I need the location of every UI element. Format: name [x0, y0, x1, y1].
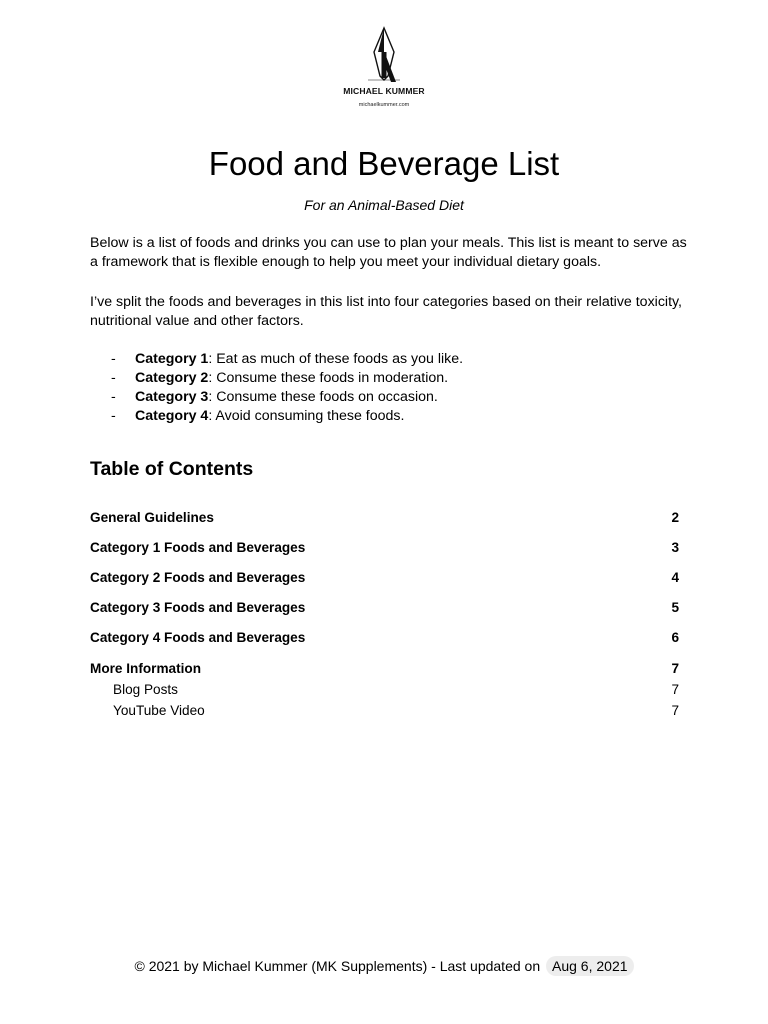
page-subtitle: For an Animal-Based Diet	[304, 197, 464, 213]
logo-url: michaelkummer.com	[358, 102, 410, 108]
category-description: : Consume these foods on occasion.	[208, 389, 438, 405]
toc-entry-page: 7	[671, 682, 679, 697]
list-item	[90, 388, 690, 407]
toc-link-category-2[interactable]	[90, 568, 679, 588]
toc-entry-label: Category 1 Foods and Beverages	[90, 540, 306, 555]
category-description: : Avoid consuming these foods.	[208, 408, 405, 424]
logo-name: MICHAEL KUMMER	[343, 86, 425, 96]
toc-link-more-information[interactable]	[90, 659, 679, 679]
page-footer	[0, 956, 768, 976]
toc-entry-label: Category 2 Foods and Beverages	[90, 570, 306, 585]
intro-paragraph-2: I’ve split the foods and beverages in this list into four categories based on their relative toxicity, nutritional value and other factors.	[90, 294, 682, 329]
list-item	[90, 369, 690, 388]
category-description: : Consume these foods in moderation.	[208, 370, 449, 386]
toc-entry-label: Blog Posts	[113, 682, 178, 697]
toc-link-category-4[interactable]	[90, 628, 679, 648]
toc-entry-page: 7	[671, 661, 679, 676]
toc-link-general-guidelines[interactable]	[90, 508, 679, 528]
toc-entry-label: YouTube Video	[113, 703, 205, 718]
list-item	[90, 350, 690, 369]
toc-entry-label: More Information	[90, 661, 202, 676]
category-label: Category 4	[135, 408, 209, 424]
category-description: : Eat as much of these foods as you like.	[208, 351, 464, 367]
list-dash: -	[111, 389, 116, 405]
toc-entry-label: Category 3 Foods and Beverages	[90, 600, 306, 615]
michael-kummer-logo	[334, 26, 434, 112]
category-label: Category 1	[135, 351, 209, 367]
category-label: Category 2	[135, 370, 209, 386]
toc-entry-page: 6	[671, 630, 679, 645]
toc-link-category-3[interactable]	[90, 598, 679, 618]
footer-copyright: © 2021 by Michael Kummer (MK Supplements) - Last updated on	[134, 958, 541, 974]
toc-link-blog-posts[interactable]	[90, 680, 679, 700]
toc-entry-page: 7	[671, 703, 679, 718]
toc-link-youtube-video[interactable]	[90, 701, 679, 721]
list-dash: -	[111, 408, 116, 424]
list-dash: -	[111, 351, 116, 367]
toc-entry-page: 5	[671, 600, 679, 615]
toc-entry-page: 4	[671, 570, 679, 585]
toc-entry-label: General Guidelines	[90, 510, 214, 525]
category-list	[90, 350, 690, 426]
arrowhead-logo-icon	[364, 26, 404, 84]
toc-link-category-1[interactable]	[90, 538, 679, 558]
toc-entry-page: 3	[671, 540, 679, 555]
list-item	[90, 407, 690, 426]
intro-paragraph-1: Below is a list of foods and drinks you can use to plan your meals. This list is meant to serve as a framework that is flexible enough to help you meet your individual dietary goals.	[90, 235, 687, 270]
last-updated-date-chip[interactable]: Aug 6, 2021	[546, 956, 634, 976]
list-dash: -	[111, 370, 116, 386]
toc-entry-label: Category 4 Foods and Beverages	[90, 630, 306, 645]
toc-heading: Table of Contents	[90, 458, 254, 480]
toc-entry-page: 2	[671, 510, 679, 525]
page-title: Food and Beverage List	[208, 145, 560, 182]
category-label: Category 3	[135, 389, 209, 405]
